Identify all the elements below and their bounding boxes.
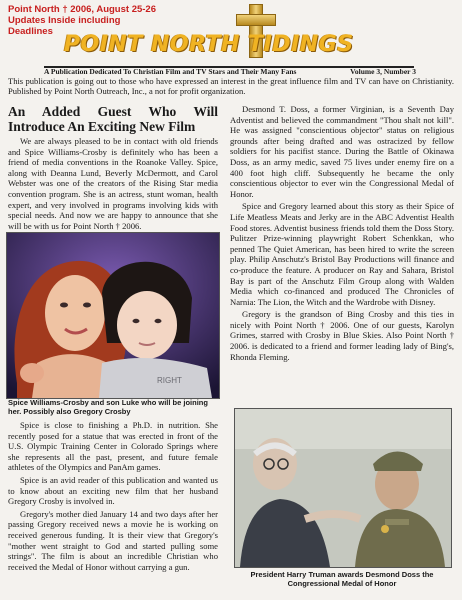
paragraph: Gregory is the grandson of Bing Crosby and this ties in nicely with Point North † 2006. One of our guests, Karolyn Grimes, starred with Crosby in Blue Skies. Also Point North † 2006. is dedicated to a friend and former leading lady of Bing's, Rhonda Fleming. xyxy=(230,309,454,362)
paragraph: Spice and Gregory learned about this story as their Spice of Life Meatless Meats and Jerky are in the ABC Adventist Health Food stores. Adventist business friends told them the Doss Story. Pulitzer Prize-winning playwright Robert Schenkkan, who penned The Quiet American, has been hired to write the screen play. Philip Anschutz's Bristol Bay Productions will finance and co-produce the feature. A producer on Ray and Sahara, Bristol Bay is part of the Anschutz Film Group along with Walden Media which co-financed and produced The Chronicles of Narnia: The Lion, the Witch and the Wardrobe with Disney. xyxy=(230,201,454,307)
truman-doss-photo xyxy=(234,408,452,568)
tagline xyxy=(44,67,416,76)
photo-illustration xyxy=(7,233,219,398)
intro-paragraph: We are always pleased to be in contact with old friends and Spice Williams-Crosby is definitely who has been a friend of media conventions in the Roanoke Valley. Spice, along with Deanna Lund, Beverly McDermott, and Carol Webster was one of the creators of the Rising Star media convention program. She is an actress, stunt woman, health expert, and very involved in programs involving kids with special needs. And now we are happy to announce that she will be with us for Point North † 2006. xyxy=(8,136,218,231)
masthead-title: POINT NORTH TIDINGS xyxy=(64,32,354,57)
spice-and-luke-photo xyxy=(6,232,220,399)
issue-date: Point North † 2006, August 25-26 xyxy=(8,4,156,15)
photo-caption: Spice Williams-Crosby and son Luke who will be joining her. Possibly also Gregory Crosby xyxy=(8,398,208,416)
publication-description: This publication is going out to those who have expressed an interest in the great influence film and TV can have on Christianity. Published by Point North Outreach, Inc., a not for profit organization. xyxy=(8,76,454,96)
photo-caption: President Harry Truman awards Desmond Doss the Congressional Medal of Honor xyxy=(250,570,434,588)
article-intro xyxy=(8,136,218,233)
paragraph: Spice is close to finishing a Ph.D. in nutrition. She recently posed for a statue that was erected in front of the U.S. Olympic Training Center in Colorado Springs where she represents all the past, present, and future female athletes of the Olympics and PanAm games. xyxy=(8,420,218,473)
article-left-column xyxy=(8,420,218,574)
paragraph: Gregory's mother died January 14 and two days after her passing Gregory received news a movie he is working on received generous funding. It is their view that Gregory's "mother went straight to God and started pulling some strings". The film is about an incredible Christian who received the Medal of Honor without carrying a gun. xyxy=(8,508,218,572)
photo-illustration xyxy=(235,409,451,567)
issue-updates: Updates Inside including Deadlines xyxy=(8,15,121,37)
volume-number: Volume 3, Number 3 xyxy=(350,67,416,76)
paragraph: Spice is an avid reader of this publication and wanted us to know about an exciting new film that her husband Gregory Crosby is involved in. xyxy=(8,474,218,507)
tagline-text: A Publication Dedicated To Christian Film and TV Stars and Their Many Fans xyxy=(44,67,297,76)
svg-text:RIGHT: RIGHT xyxy=(157,376,182,385)
article-headline: An Added Guest Who Will Introduce An Exciting New Film xyxy=(8,104,218,134)
paragraph: Desmond T. Doss, a former Virginian, is a Seventh Day Adventist and believed the commandment "Thou shalt not kill". He was assigned "conscientious objector" status on religious grounds after being drafted and was ostracized by fellow soldiers for his pacifist stance. During the Battle of Okinawa Doss, as an army medic, saved 75 lives under enemy fire on a 400 foot high cliff. Subsequently he became the only conscientious objector to ever win the Congressional Medal of Honor. xyxy=(230,104,454,199)
article-right-column xyxy=(230,104,454,364)
cross-bar xyxy=(236,14,276,26)
